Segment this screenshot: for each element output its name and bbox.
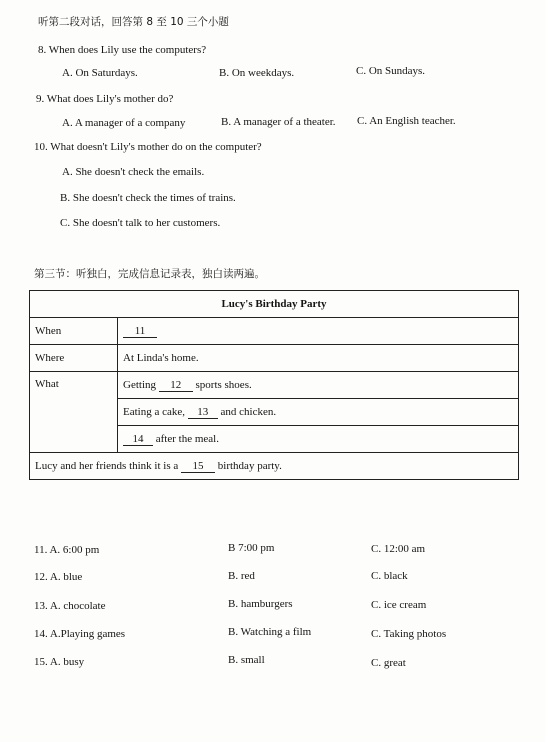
where-value: At Linda's home. bbox=[118, 345, 519, 372]
birthday-party-record-table bbox=[29, 290, 519, 480]
question-8-option-b: B. On weekdays. bbox=[219, 67, 295, 79]
what-cell-2 bbox=[118, 399, 519, 426]
choice-14-a: 14. A.Playing games bbox=[34, 628, 126, 640]
section2-heading: 听第二段对话，回答第 8 至 10 三个小题 bbox=[38, 16, 229, 28]
footer-before: Lucy and her friends think it is a bbox=[35, 459, 179, 472]
choice-11-b: B 7:00 pm bbox=[228, 542, 275, 554]
choice-15-b: B. small bbox=[228, 654, 265, 666]
what-row3-after: after the meal. bbox=[155, 432, 219, 445]
choice-13-c: C. ice cream bbox=[371, 599, 427, 611]
table-row-footer bbox=[30, 453, 519, 480]
blank-12: 12 bbox=[159, 379, 193, 392]
question-8-option-a: A. On Saturdays. bbox=[62, 67, 138, 79]
what-cell-1 bbox=[118, 372, 519, 399]
what-label: What bbox=[30, 372, 118, 453]
choice-14-c: C. Taking photos bbox=[371, 628, 447, 640]
question-10-option-c: C. She doesn't talk to her customers. bbox=[60, 217, 221, 229]
choice-11-a: 11. A. 6:00 pm bbox=[34, 544, 100, 556]
when-label: When bbox=[30, 318, 118, 345]
what-row1-before: Getting bbox=[123, 378, 156, 391]
choice-15-c: C. great bbox=[371, 657, 406, 669]
question-8-stem: 8. When does Lily use the computers? bbox=[38, 44, 207, 56]
question-10-option-a: A. She doesn't check the emails. bbox=[62, 166, 205, 178]
when-cell bbox=[118, 318, 519, 345]
what-row2-before: Eating a cake, bbox=[123, 405, 185, 418]
choice-12-a: 12. A. blue bbox=[34, 571, 83, 583]
question-9-option-c: C. An English teacher. bbox=[357, 115, 456, 127]
question-10-stem: 10. What doesn't Lily's mother do on the computer? bbox=[34, 141, 262, 153]
choice-13-a: 13. A. chocolate bbox=[34, 600, 106, 612]
footer-cell bbox=[30, 453, 519, 480]
choice-13-b: B. hamburgers bbox=[228, 598, 293, 610]
blank-15: 15 bbox=[181, 460, 215, 473]
question-9-stem: 9. What does Lily's mother do? bbox=[36, 93, 174, 105]
choice-12-c: C. black bbox=[371, 570, 408, 582]
blank-13: 13 bbox=[188, 406, 218, 419]
question-9-option-b: B. A manager of a theater. bbox=[221, 116, 336, 128]
choice-14-b: B. Watching a film bbox=[228, 626, 312, 638]
what-row2-after: and chicken. bbox=[220, 405, 277, 418]
blank-14: 14 bbox=[123, 433, 153, 446]
where-label: Where bbox=[30, 345, 118, 372]
question-10-option-b: B. She doesn't check the times of trains. bbox=[60, 192, 236, 204]
footer-after: birthday party. bbox=[217, 459, 282, 472]
table-row-where bbox=[30, 345, 519, 372]
choice-12-b: B. red bbox=[228, 570, 255, 582]
question-9-option-a: A. A manager of a company bbox=[62, 117, 186, 129]
table-title: Lucy's Birthday Party bbox=[30, 291, 519, 318]
blank-11: 11 bbox=[123, 325, 157, 338]
what-cell-3 bbox=[118, 426, 519, 453]
question-8-option-c: C. On Sundays. bbox=[356, 65, 426, 77]
choice-11-c: C. 12:00 am bbox=[371, 543, 426, 555]
section3-heading: 第三节：听独白，完成信息记录表，独白读两遍。 bbox=[34, 268, 265, 280]
choice-15-a: 15. A. busy bbox=[34, 656, 85, 668]
table-row-when bbox=[30, 318, 519, 345]
what-row1-after: sports shoes. bbox=[195, 378, 252, 391]
table-row-what-1 bbox=[30, 372, 519, 399]
